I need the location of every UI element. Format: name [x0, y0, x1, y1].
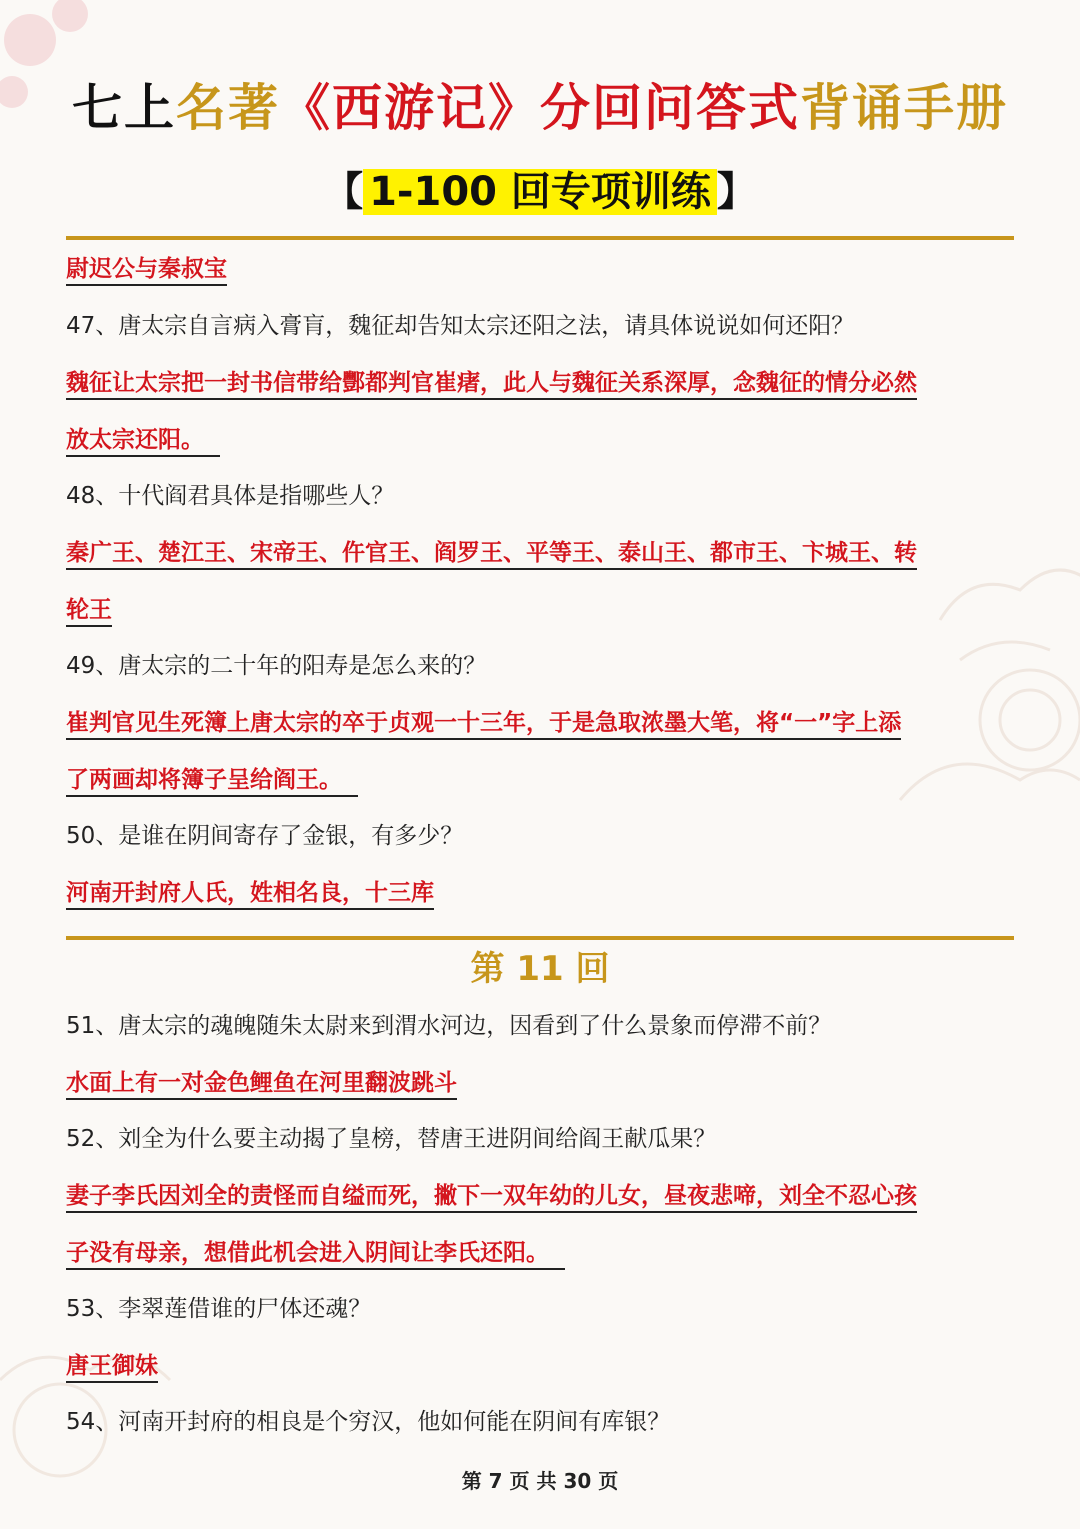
title-part-book: 《西游记》分回问答式 — [280, 79, 800, 137]
top-divider — [66, 236, 1014, 240]
question-50: 50、是谁在阴间寄存了金银，有多少？ — [66, 823, 464, 849]
question-48: 48、十代阎君具体是指哪些人？ — [66, 483, 395, 509]
question-49: 49、唐太宗的二十年的阳寿是怎么来的？ — [66, 653, 487, 679]
page-title — [0, 72, 1080, 144]
answer-49-line2: 了两画却将簿子呈给阎王。 — [66, 763, 358, 797]
chapter-divider — [66, 936, 1014, 940]
subtitle-highlight: 1-100 回专项训练 — [363, 169, 717, 215]
question-52: 52、刘全为什么要主动揭了皇榜，替唐王进阴间给阎王献瓜果？ — [66, 1126, 717, 1152]
answer-53: 唐王御妹 — [66, 1349, 158, 1383]
subtitle-close-bracket: 】 — [716, 169, 757, 215]
answer-48-line2: 轮王 — [66, 593, 112, 627]
title-part-handbook: 背诵手册 — [800, 79, 1008, 137]
page-subtitle — [0, 162, 1080, 222]
answer-50: 河南开封府人氏，姓相名良，十三库 — [66, 876, 434, 910]
question-47: 47、唐太宗自言病入膏肓，魏征却告知太宗还阳之法，请具体说说如何还阳？ — [66, 313, 855, 339]
question-53: 53、李翠莲借谁的尸体还魂？ — [66, 1296, 372, 1322]
subtitle-open-bracket: 【 — [323, 169, 364, 215]
answer-47-line2: 放太宗还阳。 — [66, 423, 220, 457]
answer-46-tail: 尉迟公与秦叔宝 — [66, 252, 227, 286]
answer-51: 水面上有一对金色鲤鱼在河里翻波跳斗 — [66, 1066, 457, 1100]
chapter-title: 第 11 回 — [470, 949, 610, 989]
question-51: 51、唐太宗的魂魄随朱太尉来到渭水河边，因看到了什么景象而停滞不前？ — [66, 1013, 832, 1039]
answer-49-line1: 崔判官见生死簿上唐太宗的卒于贞观一十三年，于是急取浓墨大笔，将“一”字上添 — [66, 706, 1014, 740]
title-part-masterpiece: 名著 — [176, 79, 280, 137]
answer-52-line1: 妻子李氏因刘全的责怪而自缢而死，撇下一双年幼的儿女，昼夜悲啼，刘全不忍心孩 — [66, 1179, 1014, 1213]
title-part-grade: 七上 — [72, 79, 176, 137]
answer-48-line1: 秦广王、楚江王、宋帝王、仵官王、阎罗王、平等王、泰山王、都市王、卞城王、转 — [66, 536, 1014, 570]
page-number: 第 7 页 共 30 页 — [461, 1469, 619, 1493]
answer-52-line2: 子没有母亲，想借此机会进入阴间让李氏还阳。 — [66, 1236, 565, 1270]
question-54: 54、河南开封府的相良是个穷汉，他如何能在阴间有库银？ — [66, 1409, 671, 1435]
answer-47-line1: 魏征让太宗把一封书信带给酆都判官崔瘏，此人与魏征关系深厚，念魏征的情分必然 — [66, 366, 1014, 400]
